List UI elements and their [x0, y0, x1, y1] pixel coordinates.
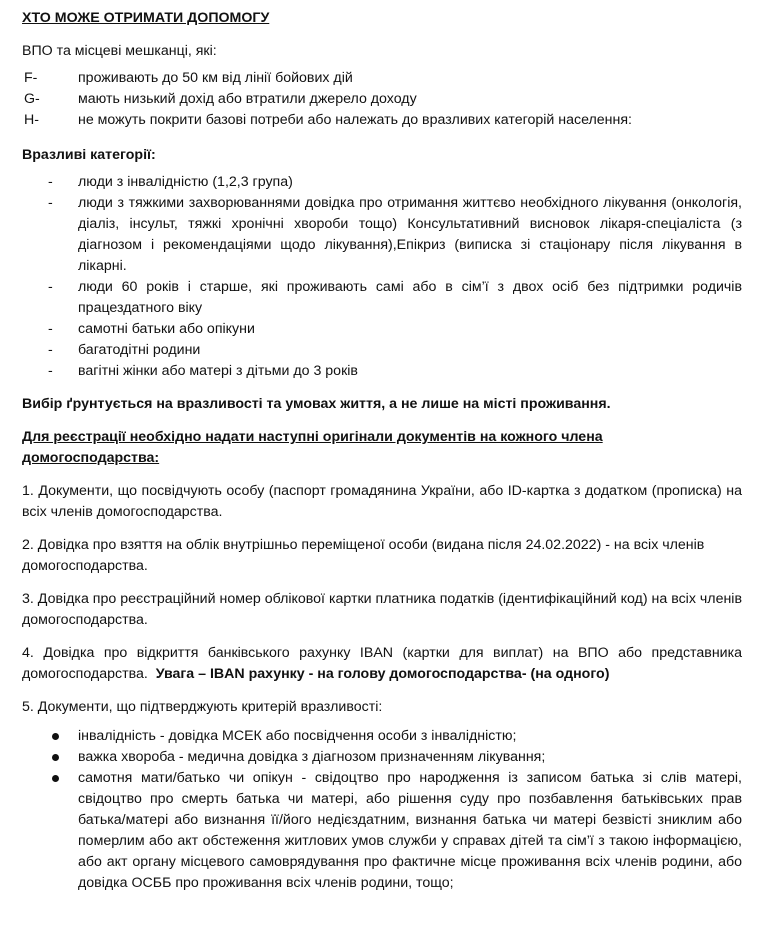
bullet-icon: [52, 775, 59, 782]
list-item: [22, 193, 742, 277]
document-item-4-text: 4. Довідка про відкриття банківського рахунку IBAN (картки для виплат) на ВПО або представника домогосподарства.: [22, 645, 742, 682]
bullet-icon: [52, 754, 59, 761]
list-marker: F-: [24, 70, 38, 86]
list-item-text: не можуть покрити базові потреби або належать до вразливих категорій населення:: [78, 112, 632, 128]
page-title: ХТО МОЖЕ ОТРИМАТИ ДОПОМОГУ: [22, 10, 270, 26]
document-item-5: 5. Документи, що підтверджують критерій вразливості:: [22, 699, 383, 715]
list-item: [22, 277, 742, 319]
vulnerable-categories-list: [22, 172, 742, 382]
intro-text: ВПО та місцеві мешканці, які:: [22, 43, 217, 59]
list-item: [22, 110, 742, 131]
list-marker: H-: [24, 112, 39, 128]
list-item: [22, 340, 742, 361]
document-item-4: [22, 643, 742, 685]
list-item-text: самотня мати/батько чи опікун - свідоцтво про народження із записом батька зі слів матері, свідоцтво про смерть батька чи матері, або рішення суду про позбавлення батьківських прав батька/матері або визнання її/його недієздатним, визнання батька чи матері безвісті зниклим або померлим або акт обстеження житлових умов служби у справах дітей та сім’ї з такою інформацією, або акт органу місцевого самоврядування про фактичне місце проживання всіх членів родини, або довідка ОСББ про проживання всіх членів родини, тощо;: [78, 770, 742, 891]
list-item: [22, 319, 742, 340]
bullet-icon: [52, 733, 59, 740]
list-item-text: самотні батьки або опікуни: [78, 321, 255, 337]
eligibility-criteria-list: [22, 68, 742, 131]
list-item-text: вагітні жінки або матері з дітьми до 3 років: [78, 363, 358, 379]
list-item: [22, 768, 742, 894]
iban-warning: Увага – IBAN рахунку - на голову домогосподарства- (на одного): [155, 666, 610, 682]
list-item: [22, 68, 742, 89]
vulnerability-proof-list: [22, 726, 742, 894]
list-marker: -: [48, 174, 53, 190]
list-item-text: люди з інвалідністю (1,2,3 група): [78, 174, 293, 190]
list-marker: -: [48, 342, 53, 358]
list-item-text: важка хвороба - медична довідка з діагнозом призначенням лікування;: [78, 749, 546, 765]
document-item-3: 3. Довідка про реєстраційний номер облікової картки платника податків (ідентифікаційний код) на всіх членів домогосподарства.: [22, 591, 742, 628]
registration-heading: Для реєстрації необхідно надати наступні оригінали документів на кожного члена домогосподарства:: [22, 429, 603, 466]
list-marker: G-: [24, 91, 40, 107]
list-item: [22, 172, 742, 193]
list-item-text: люди 60 років і старше, які проживають самі або в сім’ї з двох осіб без підтримки родичів працездатного віку: [78, 279, 742, 316]
list-marker: -: [48, 321, 53, 337]
list-item: [22, 747, 742, 768]
document-item-2: 2. Довідка про взяття на облік внутрішньо переміщеної особи (видана після 24.02.2022) - на всіх членів домогосподарства.: [22, 537, 705, 574]
document-item-1: 1. Документи, що посвідчують особу (паспорт громадянина України, або ID-картка з додатком (прописка) на всіх членів домогосподарства.: [22, 483, 742, 520]
list-marker: -: [48, 279, 53, 295]
list-item: [22, 361, 742, 382]
vulnerable-heading: Вразливі категорії:: [22, 147, 156, 163]
list-item: [22, 726, 742, 747]
list-item-text: мають низький дохід або втратили джерело доходу: [78, 91, 417, 107]
list-marker: -: [48, 363, 53, 379]
list-item-text: проживають до 50 км від лінії бойових дій: [78, 70, 353, 86]
list-item-text: люди з тяжкими захворюваннями довідка про отримання життєво необхідного лікування (онкологія, діаліз, інсульт, тяжкі хронічні хвороби тощо) Консультативний висновок лікаря-спеціаліста (з діагнозом і рекомендаціями щодо лікування),Епікриз (виписка зі стаціонару після лікування в лікарні.: [78, 195, 742, 274]
list-item: [22, 89, 742, 110]
list-item-text: інвалідність - довідка МСЕК або посвідчення особи з інвалідністю;: [78, 728, 517, 744]
list-item-text: багатодітні родини: [78, 342, 201, 358]
document-page: [22, 8, 742, 894]
selection-note: Вибір ґрунтується на вразливості та умовах життя, а не лише на місті проживання.: [22, 396, 611, 412]
list-marker: -: [48, 195, 53, 211]
